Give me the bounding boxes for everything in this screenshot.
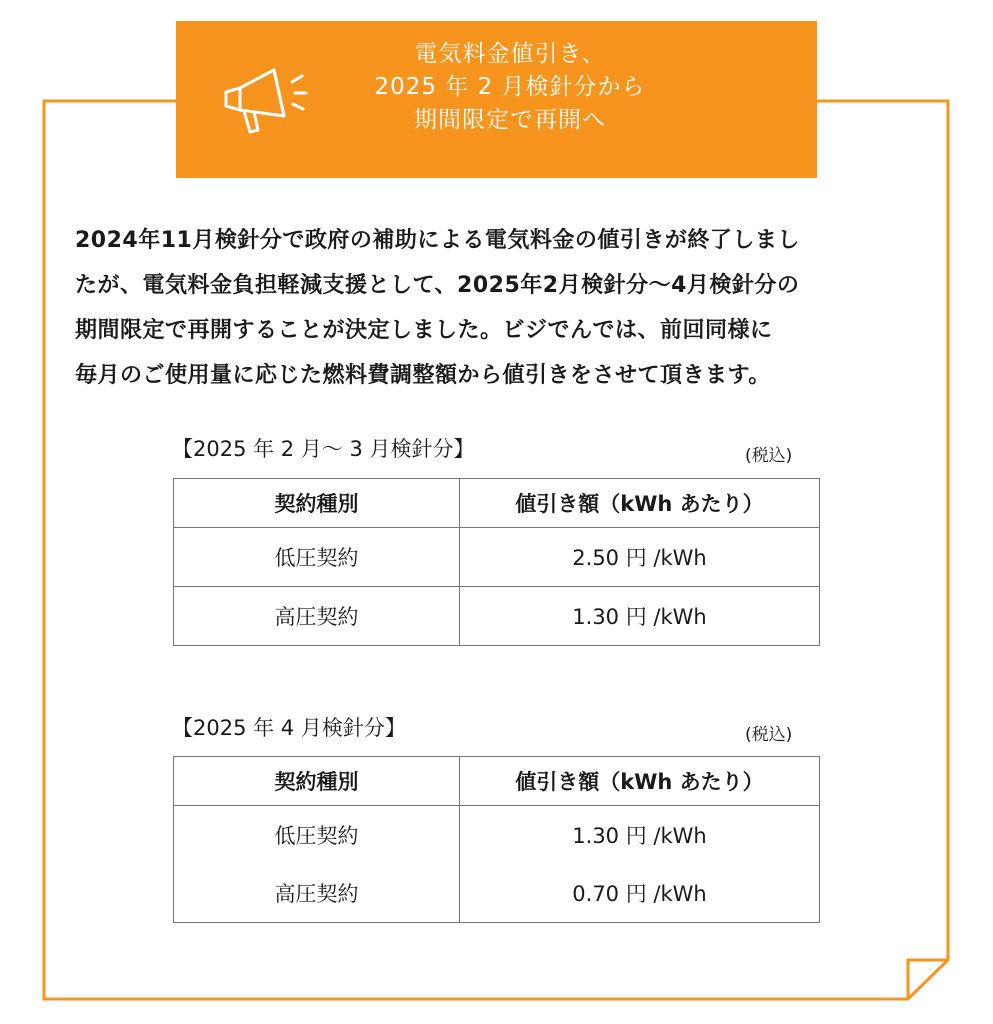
table-header-row [174, 757, 820, 806]
table-header-row [174, 479, 820, 528]
section1-title: 【2025 年 2 月〜 3 月検針分】 [172, 437, 475, 461]
contract-type-cell: 高圧契約 [174, 864, 460, 923]
banner-title [300, 38, 720, 137]
contract-type-cell: 低圧契約 [174, 528, 460, 587]
section2-tax-note: (税込) [745, 725, 793, 745]
contract-type-cell: 低圧契約 [174, 806, 460, 865]
table-row [174, 806, 820, 865]
banner-title-line: 2025 年 2 月検針分から [374, 74, 646, 100]
column-header-contract: 契約種別 [174, 479, 460, 528]
section2-rate-table [173, 756, 820, 923]
table-row [174, 864, 820, 923]
column-header-discount: 値引き額（kWh あたり） [460, 479, 820, 528]
discount-cell: 2.50 円 /kWh [460, 528, 820, 587]
discount-cell: 0.70 円 /kWh [460, 864, 820, 923]
column-header-discount: 値引き額（kWh あたり） [460, 757, 820, 806]
banner-title-line: 電気料金値引き、 [414, 41, 606, 67]
section1-tax-note: (税込) [745, 446, 793, 466]
intro-line: 毎月のご使用量に応じた燃料費調整額から値引きをさせて頂きます。 [75, 363, 771, 388]
contract-type-cell: 高圧契約 [174, 587, 460, 646]
intro-line: たが、電気料金負担軽減支援として、2025年2月検針分〜4月検針分の [75, 273, 800, 298]
section1-rate-table [173, 478, 820, 646]
table-row [174, 528, 820, 587]
table-row [174, 587, 820, 646]
discount-cell: 1.30 円 /kWh [460, 806, 820, 865]
discount-cell: 1.30 円 /kWh [460, 587, 820, 646]
banner-title-line: 期間限定で再開へ [414, 107, 606, 133]
section2-title: 【2025 年 4 月検針分】 [172, 716, 406, 740]
intro-paragraph [75, 218, 920, 398]
column-header-contract: 契約種別 [174, 757, 460, 806]
intro-line: 2024年11月検針分で政府の補助による電気料金の値引きが終了しまし [75, 228, 800, 253]
intro-line: 期間限定で再開することが決定しました。ビジでんでは、前回同様に [75, 318, 773, 343]
